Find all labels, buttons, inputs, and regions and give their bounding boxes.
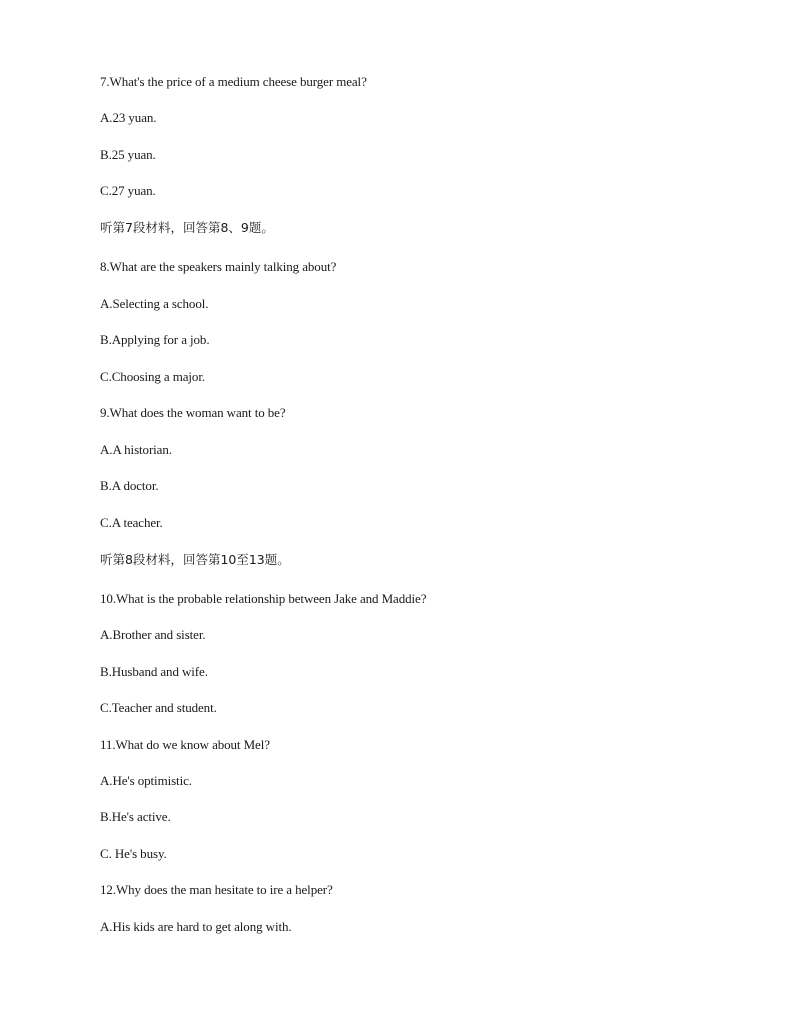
question-8: 8.What are the speakers mainly talking about? [100, 259, 337, 274]
option-10c: C.Teacher and student. [100, 700, 217, 715]
question-7: 7.What's the price of a medium cheese burger meal? [100, 74, 367, 89]
option-8a: A.Selecting a school. [100, 296, 209, 311]
option-11b: B.He's active. [100, 809, 171, 824]
question-11: 11.What do we know about Mel? [100, 737, 270, 752]
question-10: 10.What is the probable relationship between Jake and Maddie? [100, 591, 427, 606]
option-12a: A.His kids are hard to get along with. [100, 919, 292, 934]
option-11c: C. He's busy. [100, 846, 167, 861]
option-9a: A.A historian. [100, 442, 172, 457]
option-9c: C.A teacher. [100, 515, 163, 530]
section-heading-7: 听第7段材料，回答第8、9题。 [100, 220, 274, 235]
option-10a: A.Brother and sister. [100, 627, 206, 642]
option-11a: A.He's optimistic. [100, 773, 192, 788]
option-9b: B.A doctor. [100, 478, 159, 493]
option-8b: B.Applying for a job. [100, 332, 210, 347]
section-heading-8: 听第8段材料，回答第10至13题。 [100, 552, 290, 567]
option-7c: C.27 yuan. [100, 183, 156, 198]
question-9: 9.What does the woman want to be? [100, 405, 286, 420]
option-7a: A.23 yuan. [100, 110, 157, 125]
option-7b: B.25 yuan. [100, 147, 156, 162]
question-12: 12.Why does the man hesitate to ire a helper? [100, 882, 333, 897]
option-10b: B.Husband and wife. [100, 664, 208, 679]
option-8c: C.Choosing a major. [100, 369, 205, 384]
